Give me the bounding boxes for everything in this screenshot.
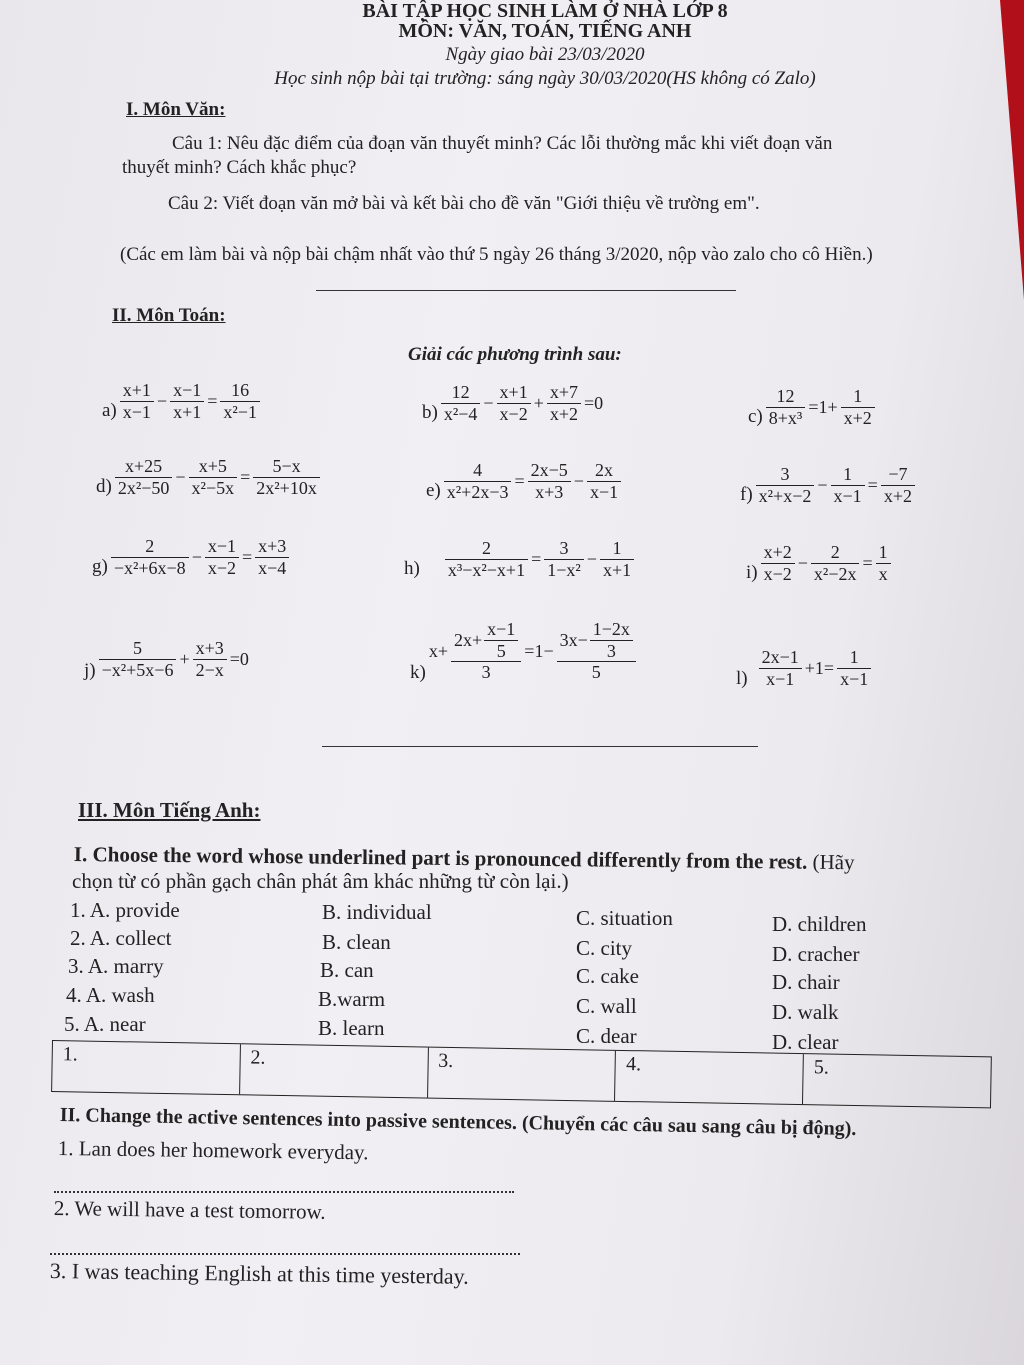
anh-q5-b: B. learn <box>318 1016 385 1040</box>
toan-subtitle: Giải các phương trình sau: <box>408 344 622 365</box>
toan-section-title: II. Môn Toán: <box>112 305 226 326</box>
answer-line[interactable] <box>54 1190 514 1193</box>
anh-q1-d: D. children <box>772 912 867 936</box>
equation-f: f) $\frac{3}{\text{x²+x−2}}$ − $\frac{1}{x-1}$ = $\frac{-7}{x+2}$ <box>740 464 915 506</box>
anh-part2-instruction: II. Change the active sentences into passive sentences. (Chuyển các câu sau sang câu bị động). <box>59 1104 857 1140</box>
anh-q4-b: B.warm <box>318 987 386 1011</box>
equation-j: j) $\frac{5}{\text{−x²+5x−6}}$ + $\frac{x+3}{2-x}$ =0 <box>84 637 249 681</box>
answer-cell[interactable]: 3. <box>428 1048 617 1101</box>
equation-h: h) $\frac{2}{\text{x³−x²−x+1}}$ = $\frac{3}{\text{1−x²}}$ − $\frac{1}{x+1}$ <box>404 538 634 580</box>
anh-section-title: III. Môn Tiếng Anh: <box>78 798 261 822</box>
answer-cell[interactable]: 4. <box>615 1051 804 1104</box>
anh-q4-c: C. wall <box>576 994 637 1018</box>
equation-e: e) $\frac{4}{\text{x²+2x−3}}$ = $\frac{2x-5}{x+3}$ − $\frac{2x}{x-1}$ <box>426 460 621 502</box>
header-note: Học sinh nộp bài tại trường: sáng ngày 30/03/2020(HS không có Zalo) <box>274 68 816 89</box>
anh-q4-a: 4. A. wash <box>66 983 155 1007</box>
van-section-title: I. Môn Văn: <box>126 99 226 120</box>
equation-d: d) $\frac{x+25}{\text{2x²−50}}$ − $\frac{x+5}{\text{x²−5x}}$ = $\frac{5-x}{\text{2x²+10x}}$ <box>96 456 320 498</box>
anh-q3-a: 3. A. marry <box>68 954 164 978</box>
divider <box>322 746 758 747</box>
equation-c: c) $\frac{12}{\text{8+x³}}$ =1+ $\frac{1}{x+2}$ <box>748 386 875 428</box>
answer-line[interactable] <box>50 1252 520 1255</box>
anh-q5-a: 5. A. near <box>64 1012 146 1036</box>
answer-cell[interactable]: 2. <box>240 1044 429 1097</box>
anh-sentence-1: 1. Lan does her homework everyday. <box>57 1136 369 1165</box>
anh-q1-a: 1. A. provide <box>70 898 180 922</box>
anh-q1-c: C. situation <box>576 906 673 930</box>
van-q1-line1: Câu 1: Nêu đặc điểm của đoạn văn thuyết minh? Các lỗi thường mắc khi viết đoạn văn <box>172 133 833 154</box>
equation-k: k) x+ 2x+ $\frac{x-1}{5}$ 3 =1− 3x− $\frac{1-2x}{3}$ 5 <box>410 618 636 684</box>
van-q1-line2: thuyết minh? Cách khắc phục? <box>122 157 357 178</box>
anh-part1-instruction: I. Choose the word whose underlined part is pronounced differently from the rest. (Hãy <box>73 842 855 875</box>
header-title: BÀI TẬP HỌC SINH LÀM Ở NHÀ LỚP 8 <box>362 0 728 22</box>
anh-q2-d: D. cracher <box>772 942 860 966</box>
equation-g: g) $\frac{2}{\text{−x²+6x−8}}$ − $\frac{x-1}{x-2}$ = $\frac{x+3}{x-4}$ <box>92 536 289 578</box>
header-date: Ngày giao bài 23/03/2020 <box>445 44 645 65</box>
equation-b: b) $\frac{12}{\text{x²−4}}$ − $\frac{x+1}{x-2}$ + $\frac{x+7}{x+2}$ =0 <box>422 382 604 424</box>
divider <box>316 290 736 291</box>
anh-q2-b: B. clean <box>322 930 391 954</box>
anh-q4-d: D. walk <box>772 1000 839 1024</box>
anh-q2-c: C. city <box>576 936 632 960</box>
anh-q3-b: B. can <box>320 958 374 982</box>
van-note: (Các em làm bài và nộp bài chậm nhất vào thứ 5 ngày 26 tháng 3/2020, nộp vào zalo cho cô Hiền.) <box>120 244 873 265</box>
anh-sentence-3: 3. I was teaching English at this time yesterday. <box>49 1258 469 1289</box>
anh-sentence-2: 2. We will have a test tomorrow. <box>53 1196 326 1224</box>
anh-q1-b: B. individual <box>322 900 432 924</box>
van-q2: Câu 2: Viết đoạn văn mở bài và kết bài cho đề văn "Giới thiệu về trường em". <box>168 193 760 214</box>
anh-q2-a: 2. A. collect <box>70 926 172 950</box>
anh-q5-d: D. clear <box>772 1030 839 1054</box>
anh-part1-instruction-line2: chọn từ có phần gạch chân phát âm khác những từ còn lại.) <box>72 869 569 893</box>
anh-q5-c: C. dear <box>576 1024 637 1048</box>
anh-q3-d: D. chair <box>772 970 840 994</box>
equation-l: l) $\frac{2x-1}{x-1}$ +1= $\frac{1}{x-1}$ <box>736 646 871 690</box>
answer-cell[interactable]: 1. <box>52 1041 241 1094</box>
answer-cell[interactable]: 5. <box>813 1056 830 1079</box>
anh-q3-c: C. cake <box>576 964 639 988</box>
header-subjects: MÔN: VĂN, TOÁN, TIẾNG ANH <box>398 20 692 42</box>
equation-i: i) $\frac{x+2}{x-2}$ − $\frac{2}{\text{x²−2x}}$ = $\frac{1}{x}$ <box>746 542 891 584</box>
equation-a: a) $\frac{x+1}{x-1}$ − $\frac{x-1}{x+1}$ = $\frac{16}{\text{x²−1}}$ <box>102 380 260 422</box>
